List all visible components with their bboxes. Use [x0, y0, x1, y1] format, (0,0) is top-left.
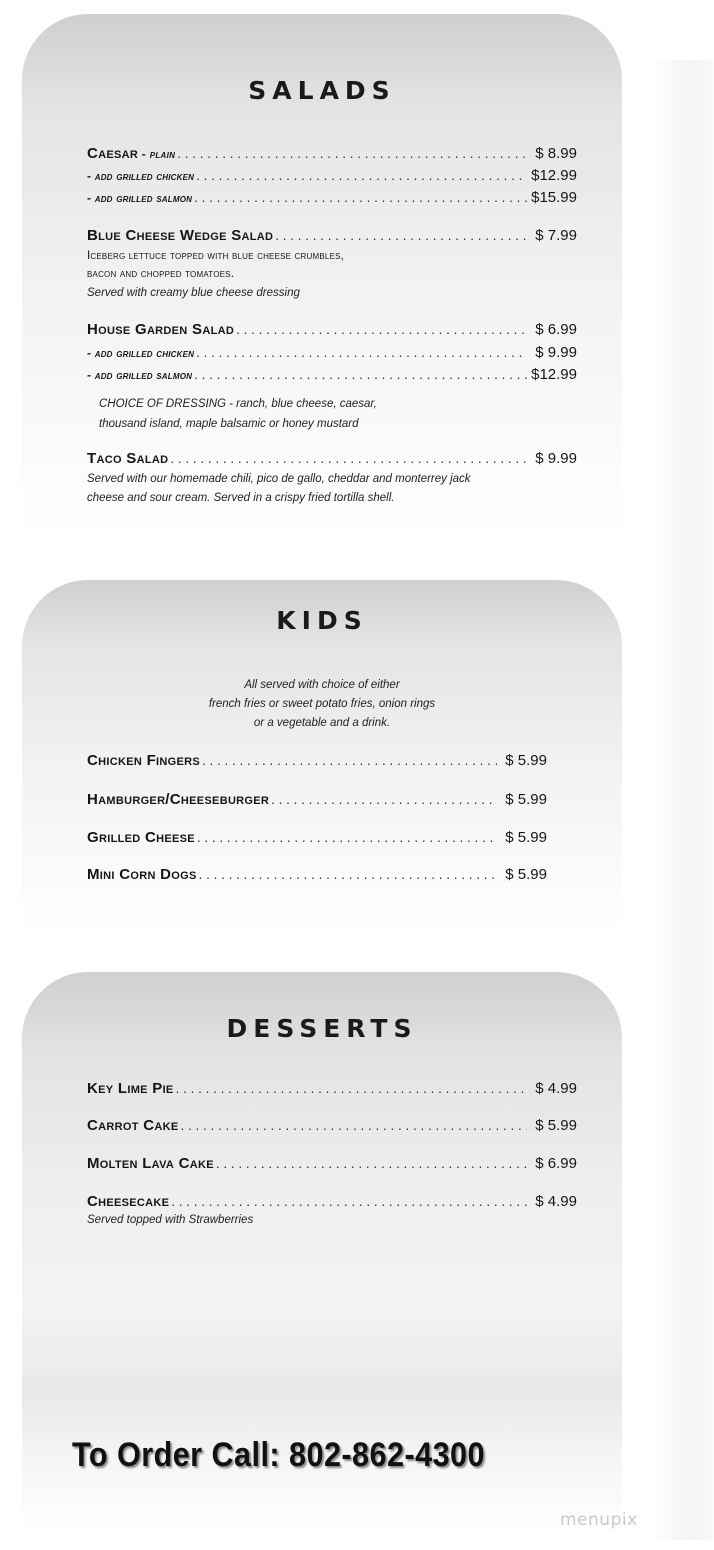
menu-item-key-lime-pie: [87, 1078, 577, 1100]
item-price: $ 5.99: [535, 1117, 577, 1134]
item-name: - add grilled salmon: [87, 368, 193, 382]
kids-title: KIDS: [276, 606, 368, 635]
taco-desc-1: Served with our homemade chili, pico de gallo, cheddar and monterrey jack: [87, 473, 471, 485]
menu-item-cheesecake: [87, 1191, 577, 1213]
order-phone-line: To Order Call: 802-862-4300: [72, 1436, 485, 1474]
menu-item-molten-lava-cake: [87, 1153, 577, 1175]
item-name: - add grilled salmon: [87, 191, 193, 205]
menu-item-taco: [87, 448, 577, 470]
menu-item-garden-chicken: [87, 342, 577, 364]
item-name: - add grilled chicken: [87, 169, 195, 183]
item-price: $12.99: [531, 366, 577, 383]
item-name: Caesar - plain: [87, 145, 176, 162]
item-price: $ 4.99: [535, 1080, 577, 1097]
item-price: $12.99: [531, 167, 577, 184]
kids-note-2: french fries or sweet potato fries, onion rings: [208, 698, 436, 710]
taco-desc-2: cheese and sour cream. Served in a crispy fried tortilla shell.: [87, 492, 395, 504]
menu-item-carrot-cake: [87, 1115, 577, 1137]
item-name: Key Lime Pie: [87, 1080, 174, 1097]
kids-section: [22, 580, 622, 930]
menu-item-caesar-plain: [87, 143, 577, 165]
wedge-desc-1: Iceberg lettuce topped with blue cheese crumbles,: [87, 250, 345, 262]
item-price: $ 7.99: [535, 227, 577, 244]
desserts-title: DESSERTS: [226, 1014, 418, 1043]
dressing-choice-1: CHOICE OF DRESSING - ranch, blue cheese, caesar,: [99, 398, 377, 410]
wedge-desc-3: Served with creamy blue cheese dressing: [87, 287, 300, 299]
item-name: Cheesecake: [87, 1193, 170, 1210]
kids-note-1: All served with choice of either: [244, 679, 400, 691]
salads-section: [22, 14, 622, 534]
salads-title: SALADS: [248, 76, 396, 105]
right-page-edge: [652, 60, 714, 1540]
menu-item-wedge: [87, 225, 577, 247]
menu-item-caesar-salmon: [87, 187, 577, 209]
item-name: Hamburger/Cheeseburger: [87, 791, 270, 808]
item-price: $ 6.99: [535, 1155, 577, 1172]
item-name: Mini Corn Dogs: [87, 866, 197, 883]
menu-item-garden: [87, 319, 577, 341]
menu-item-grilled-cheese: [87, 827, 547, 849]
item-price: $ 4.99: [535, 1193, 577, 1210]
item-price: $ 8.99: [535, 145, 577, 162]
item-name: Grilled Cheese: [87, 829, 195, 846]
menu-item-caesar-chicken: [87, 165, 577, 187]
item-price: $15.99: [531, 189, 577, 206]
item-name: - add grilled chicken: [87, 346, 195, 360]
item-price: $ 5.99: [505, 866, 547, 883]
item-price: $ 9.99: [535, 344, 577, 361]
item-name: Blue Cheese Wedge Salad: [87, 227, 274, 244]
item-price: $ 5.99: [505, 829, 547, 846]
dressing-choice-2: thousand island, maple balsamic or honey mustard: [99, 418, 359, 430]
item-price: $ 5.99: [505, 791, 547, 808]
item-name: Chicken Fingers: [87, 752, 201, 769]
item-name: Molten Lava Cake: [87, 1155, 214, 1172]
menu-item-chicken-fingers: [87, 750, 547, 772]
item-price: $ 9.99: [535, 450, 577, 467]
item-name: Taco Salad: [87, 450, 169, 467]
item-price: $ 5.99: [505, 752, 547, 769]
cheesecake-desc: Served topped with Strawberries: [87, 1214, 254, 1226]
menupix-watermark: menupix: [560, 1510, 638, 1530]
item-name: House Garden Salad: [87, 321, 235, 338]
item-price: $ 6.99: [535, 321, 577, 338]
menu-item-hamburger: [87, 789, 547, 811]
item-name: Carrot Cake: [87, 1117, 179, 1134]
kids-note-3: or a vegetable and a drink.: [253, 717, 391, 729]
wedge-desc-2: bacon and chopped tomatoes.: [87, 268, 235, 280]
menu-item-garden-salmon: [87, 364, 577, 386]
menu-item-corn-dogs: [87, 864, 547, 886]
